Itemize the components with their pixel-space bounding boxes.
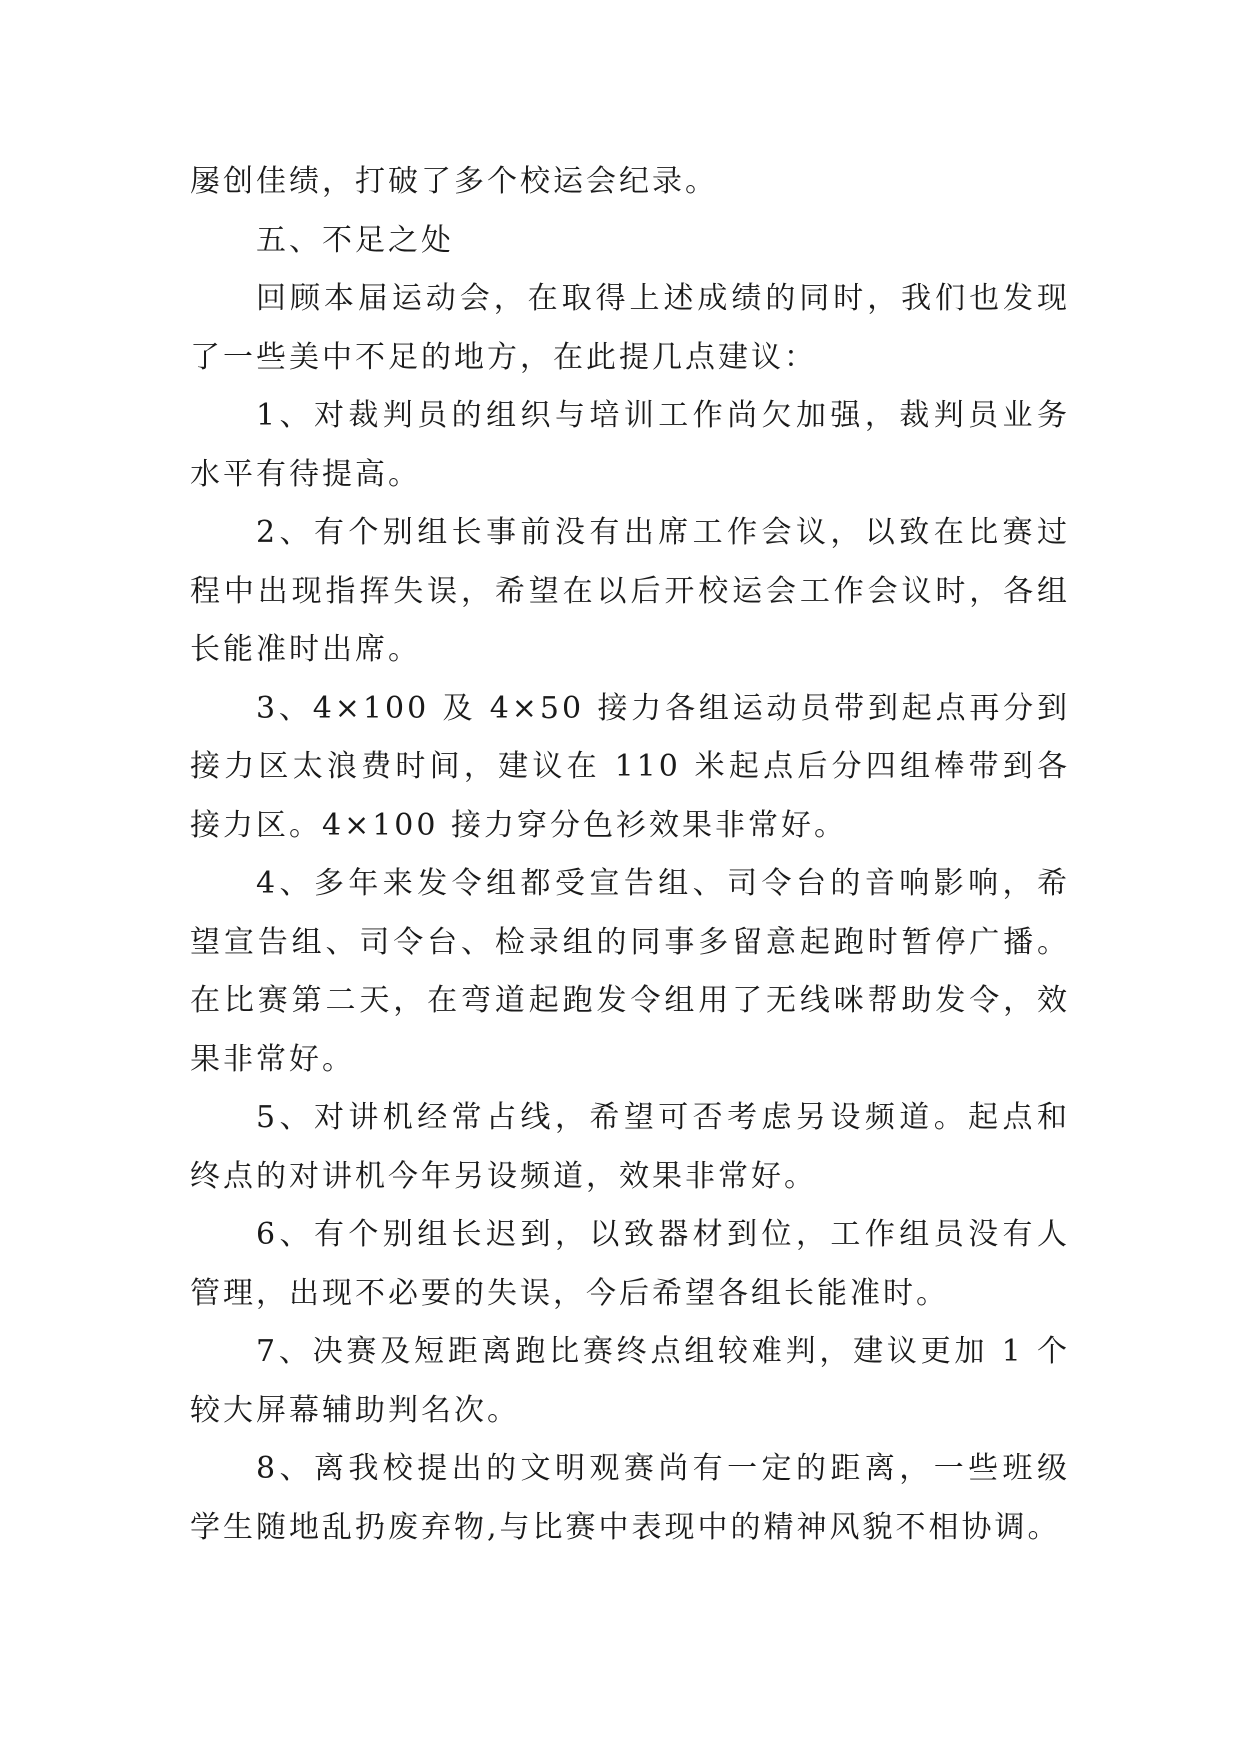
paragraph-intro: 回顾本届运动会，在取得上述成绩的同时，我们也发现了一些美中不足的地方，在此提几点建议： [190,281,1070,375]
document-body [190,153,1070,1557]
suggestion-item-4: 4、多年来发令组都受宣告组、司令台的音响影响，希望宣告组、司令台、检录组的同事多留意起跑时暂停广播。在比赛第二天，在弯道起跑发令组用了无线咪帮助发令，效果非常好。 [190,866,1070,1077]
section-heading: 五、不足之处 [256,222,454,258]
suggestion-item-1: 1、对裁判员的组织与培训工作尚欠加强，裁判员业务水平有待提高。 [190,398,1070,492]
suggestion-item-7: 7、决赛及短距离跑比赛终点组较难判，建议更加 1 个较大屏幕辅助判名次。 [190,1334,1070,1428]
suggestion-item-2: 2、有个别组长事前没有出席工作会议，以致在比赛过程中出现指挥失误，希望在以后开校运会工作会议时，各组长能准时出席。 [190,515,1070,667]
suggestion-item-6: 6、有个别组长迟到，以致器材到位，工作组员没有人管理，出现不必要的失误，今后希望各组长能准时。 [190,1217,1070,1311]
suggestion-item-8: 8、离我校提出的文明观赛尚有一定的距离，一些班级学生随地乱扔废弃物,与比赛中表现中的精神风貌不相协调。 [190,1451,1070,1545]
suggestion-item-3: 3、4×100 及 4×50 接力各组运动员带到起点再分到接力区太浪费时间，建议在 110 米起点后分四组棒带到各接力区。4×100 接力穿分色衫效果非常好。 [190,690,1070,843]
paragraph-continuation: 屡创佳绩，打破了多个校运会纪录。 [190,164,718,199]
suggestion-item-5: 5、对讲机经常占线，希望可否考虑另设频道。起点和终点的对讲机今年另设频道，效果非常好。 [190,1100,1070,1194]
